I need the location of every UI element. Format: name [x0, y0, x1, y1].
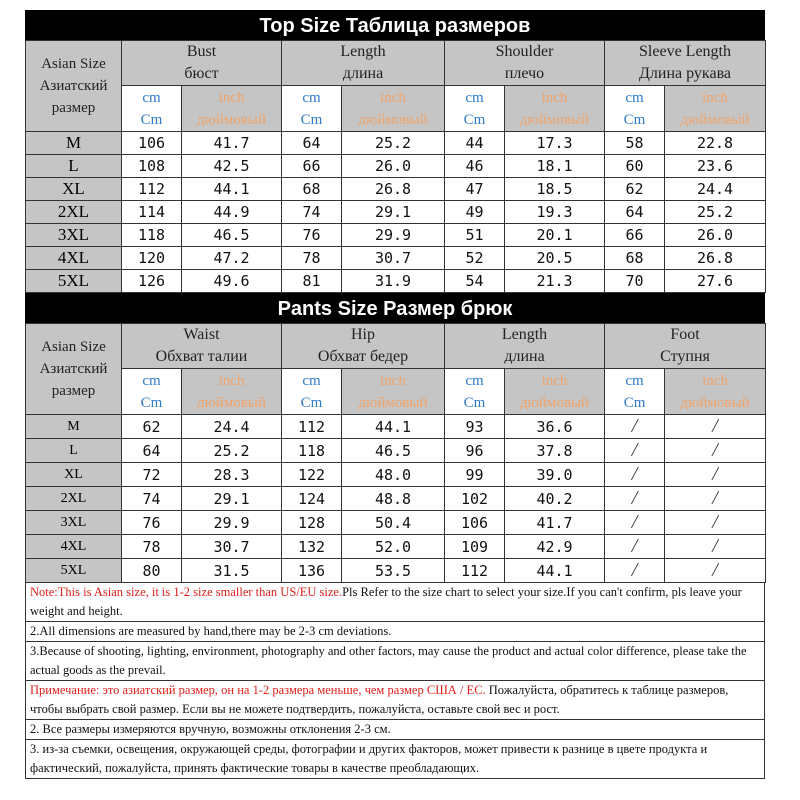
empty-slash-cell: /: [605, 487, 665, 511]
value-cell: 41.7: [182, 132, 282, 155]
empty-slash-cell: /: [665, 559, 766, 583]
value-cell: 20.1: [505, 224, 605, 247]
cm-label: cm: [625, 89, 644, 106]
inch-label-ru: дюймовый: [358, 111, 428, 128]
note-color-ru: 3. из-за съемки, освещения, окружающей среды, фотографии и других факторов, может привести к разнице в цвете продукта и фактический, пожалуйста, принять фактические товары в качестве преобладающих.: [30, 742, 708, 775]
value-cell: 108: [122, 155, 182, 178]
asian-size-label-line: Азиатский: [39, 78, 108, 94]
note-warning-en: Note:This is Asian size, it is 1-2 size smaller than US/EU size.: [30, 585, 343, 599]
group-label-en: Hip: [351, 326, 375, 343]
value-cell: 58: [605, 132, 665, 155]
inch-label-ru: дюймовый: [680, 394, 750, 411]
value-cell: 118: [122, 224, 182, 247]
value-cell: 96: [445, 439, 505, 463]
size-cell: 4XL: [26, 247, 122, 270]
value-cell: 70: [605, 270, 665, 293]
cm-unit-cell: [122, 86, 182, 132]
inch-label-ru: дюймовый: [680, 111, 750, 128]
asian-size-label-line: Asian Size: [41, 56, 106, 72]
inch-unit-cell: [505, 86, 605, 132]
asian-size-label-line: размер: [51, 383, 96, 399]
pants-size-table: [25, 323, 766, 583]
inch-label: inch: [702, 372, 728, 389]
cm-label-alt: Cm: [463, 111, 486, 128]
cm-unit-cell: [282, 86, 342, 132]
cm-label-alt: Cm: [140, 111, 163, 128]
cm-unit-cell: [605, 86, 665, 132]
value-cell: 26.8: [665, 247, 766, 270]
top-size-table: [25, 40, 766, 293]
value-cell: 136: [282, 559, 342, 583]
group-label-en: Length: [340, 43, 386, 60]
table-row: [26, 178, 766, 201]
group-header: [445, 41, 605, 86]
cm-label-alt: Cm: [140, 394, 163, 411]
note-refer-ru: Пожалуйста, обратитесь к таблице размеров, чтобы выбрать свой размер. Если вы не можете подтвердить, пожалуйста, оставьте свой вес и рост.: [30, 683, 729, 716]
value-cell: 49.6: [182, 270, 282, 293]
table-row: [26, 535, 766, 559]
table-row: [26, 247, 766, 270]
empty-slash-cell: /: [605, 439, 665, 463]
cm-label: cm: [625, 372, 644, 389]
value-cell: 25.2: [342, 132, 445, 155]
size-cell: 4XL: [26, 535, 122, 559]
value-cell: 106: [122, 132, 182, 155]
size-cell: 5XL: [26, 270, 122, 293]
size-cell: M: [26, 415, 122, 439]
value-cell: 22.8: [665, 132, 766, 155]
value-cell: 53.5: [342, 559, 445, 583]
inch-label: inch: [218, 372, 245, 389]
value-cell: 66: [282, 155, 342, 178]
group-header: [122, 324, 282, 369]
empty-slash-cell: /: [665, 439, 766, 463]
value-cell: 132: [282, 535, 342, 559]
value-cell: 25.2: [182, 439, 282, 463]
cm-label: cm: [302, 89, 321, 106]
value-cell: 126: [122, 270, 182, 293]
cm-unit-cell: [445, 369, 505, 415]
value-cell: 40.2: [505, 487, 605, 511]
value-cell: 72: [122, 463, 182, 487]
value-cell: 42.9: [505, 535, 605, 559]
value-cell: 109: [445, 535, 505, 559]
value-cell: 46.5: [342, 439, 445, 463]
asian-size-label-line: Asian Size: [41, 339, 106, 355]
size-cell: XL: [26, 463, 122, 487]
cm-unit-cell: [122, 369, 182, 415]
inch-label: inch: [702, 89, 728, 106]
value-cell: 76: [122, 511, 182, 535]
value-cell: 49: [445, 201, 505, 224]
value-cell: 54: [445, 270, 505, 293]
inch-label-ru: дюймовый: [196, 394, 267, 411]
value-cell: 60: [605, 155, 665, 178]
cm-label-alt: Cm: [463, 394, 486, 411]
cm-unit-cell: [445, 86, 505, 132]
inch-unit-cell: [665, 86, 766, 132]
group-label-en: Sleeve Length: [639, 43, 731, 60]
group-header: [282, 324, 445, 369]
inch-unit-cell: [182, 369, 282, 415]
size-cell: 2XL: [26, 487, 122, 511]
size-chart: [25, 10, 765, 779]
value-cell: 74: [122, 487, 182, 511]
note-asian-size-ru: [26, 681, 764, 720]
note-measure-en: 2.All dimensions are measured by hand,there may be 2-3 cm deviations.: [26, 622, 764, 642]
value-cell: 106: [445, 511, 505, 535]
value-cell: 29.1: [182, 487, 282, 511]
cm-label: cm: [142, 372, 161, 389]
value-cell: 31.9: [342, 270, 445, 293]
value-cell: 78: [282, 247, 342, 270]
value-cell: 21.3: [505, 270, 605, 293]
group-header: [605, 324, 766, 369]
table-row: [26, 415, 766, 439]
value-cell: 68: [605, 247, 665, 270]
note-color-en: 3.Because of shooting, lighting, environment, photography and other factors, may cause the product and actual color difference, please take the actual goods as the prevail.: [26, 642, 764, 681]
value-cell: 44.1: [342, 415, 445, 439]
inch-label-ru: дюймовый: [196, 111, 267, 128]
note-refer-en: Pls Refer to the size chart to select your size.If you can't confirm, pls leave your weight and height.: [30, 585, 742, 618]
value-cell: 42.5: [182, 155, 282, 178]
table-row: [26, 132, 766, 155]
table-row: [26, 559, 766, 583]
value-cell: 114: [122, 201, 182, 224]
empty-slash-cell: /: [605, 463, 665, 487]
value-cell: 30.7: [342, 247, 445, 270]
inch-label: inch: [380, 89, 406, 106]
empty-slash-cell: /: [665, 511, 766, 535]
group-header: [122, 41, 282, 86]
value-cell: 41.7: [505, 511, 605, 535]
header-row: [26, 324, 766, 369]
table-row: [26, 155, 766, 178]
size-cell: 3XL: [26, 511, 122, 535]
asian-size-header: [26, 41, 122, 132]
table-row: [26, 224, 766, 247]
value-cell: 128: [282, 511, 342, 535]
value-cell: 44: [445, 132, 505, 155]
value-cell: 29.9: [182, 511, 282, 535]
value-cell: 64: [122, 439, 182, 463]
value-cell: 27.6: [665, 270, 766, 293]
value-cell: 36.6: [505, 415, 605, 439]
value-cell: 30.7: [182, 535, 282, 559]
value-cell: 112: [445, 559, 505, 583]
cm-label-alt: Cm: [300, 394, 323, 411]
value-cell: 48.0: [342, 463, 445, 487]
unit-row: [26, 369, 766, 415]
value-cell: 51: [445, 224, 505, 247]
cm-label: cm: [465, 89, 484, 106]
group-label-ru: Длина рукава: [639, 65, 732, 82]
value-cell: 39.0: [505, 463, 605, 487]
group-header: [605, 41, 766, 86]
value-cell: 74: [282, 201, 342, 224]
cm-label-alt: Cm: [623, 111, 646, 128]
group-label-ru: длина: [504, 348, 545, 365]
value-cell: 18.1: [505, 155, 605, 178]
group-header: [445, 324, 605, 369]
empty-slash-cell: /: [665, 487, 766, 511]
value-cell: 52: [445, 247, 505, 270]
value-cell: 62: [122, 415, 182, 439]
value-cell: 122: [282, 463, 342, 487]
inch-label-ru: дюймовый: [520, 394, 590, 411]
size-notes: [25, 583, 765, 779]
value-cell: 62: [605, 178, 665, 201]
value-cell: 37.8: [505, 439, 605, 463]
asian-size-label-line: Азиатский: [39, 361, 108, 377]
value-cell: 50.4: [342, 511, 445, 535]
note-asian-size-en: [26, 583, 764, 622]
cm-unit-cell: [282, 369, 342, 415]
value-cell: 26.0: [665, 224, 766, 247]
value-cell: 26.0: [342, 155, 445, 178]
value-cell: 29.9: [342, 224, 445, 247]
group-label-ru: бюст: [184, 65, 219, 82]
table-row: [26, 511, 766, 535]
value-cell: 124: [282, 487, 342, 511]
inch-label: inch: [541, 89, 568, 106]
cm-label: cm: [465, 372, 484, 389]
value-cell: 18.5: [505, 178, 605, 201]
value-cell: 47.2: [182, 247, 282, 270]
group-label-en: Foot: [670, 326, 700, 343]
cm-unit-cell: [605, 369, 665, 415]
empty-slash-cell: /: [665, 463, 766, 487]
group-label-ru: длина: [342, 65, 384, 82]
value-cell: 52.0: [342, 535, 445, 559]
cm-label-alt: Cm: [300, 111, 323, 128]
empty-slash-cell: /: [605, 535, 665, 559]
value-cell: 26.8: [342, 178, 445, 201]
value-cell: 19.3: [505, 201, 605, 224]
inch-unit-cell: [342, 86, 445, 132]
value-cell: 76: [282, 224, 342, 247]
value-cell: 68: [282, 178, 342, 201]
group-label-en: Length: [501, 326, 548, 343]
value-cell: 81: [282, 270, 342, 293]
empty-slash-cell: /: [605, 511, 665, 535]
size-cell: L: [26, 155, 122, 178]
asian-size-header: [26, 324, 122, 415]
cm-label: cm: [142, 89, 161, 106]
value-cell: 118: [282, 439, 342, 463]
value-cell: 20.5: [505, 247, 605, 270]
value-cell: 17.3: [505, 132, 605, 155]
inch-label-ru: дюймовый: [358, 394, 428, 411]
group-label-ru: плечо: [504, 65, 545, 82]
value-cell: 44.1: [182, 178, 282, 201]
value-cell: 80: [122, 559, 182, 583]
value-cell: 24.4: [182, 415, 282, 439]
value-cell: 46.5: [182, 224, 282, 247]
size-cell: M: [26, 132, 122, 155]
inch-unit-cell: [182, 86, 282, 132]
size-cell: XL: [26, 178, 122, 201]
value-cell: 120: [122, 247, 182, 270]
value-cell: 28.3: [182, 463, 282, 487]
group-label-en: Shoulder: [495, 43, 554, 60]
group-label-en: Waist: [183, 326, 220, 343]
value-cell: 25.2: [665, 201, 766, 224]
unit-row: [26, 86, 766, 132]
table-row: [26, 487, 766, 511]
top-size-title: Top Size Таблица размеров: [25, 10, 765, 40]
group-label-ru: Обхват бедер: [317, 348, 409, 365]
group-header: [282, 41, 445, 86]
size-cell: 3XL: [26, 224, 122, 247]
value-cell: 48.8: [342, 487, 445, 511]
empty-slash-cell: /: [605, 559, 665, 583]
value-cell: 102: [445, 487, 505, 511]
inch-label: inch: [380, 372, 406, 389]
inch-label-ru: дюймовый: [519, 111, 590, 128]
cm-label-alt: Cm: [623, 394, 646, 411]
value-cell: 23.6: [665, 155, 766, 178]
note-warning-ru: Примечание: это азиатский размер, он на 1-2 размера меньше, чем размер США / ЕС.: [30, 683, 486, 697]
group-label-ru: Ступня: [660, 348, 710, 365]
value-cell: 99: [445, 463, 505, 487]
value-cell: 29.1: [342, 201, 445, 224]
note-measure-ru: 2. Все размеры измеряются вручную, возможны отклонения 2-3 см.: [26, 720, 764, 740]
value-cell: 78: [122, 535, 182, 559]
value-cell: 66: [605, 224, 665, 247]
group-label-en: Bust: [186, 43, 217, 60]
table-row: [26, 439, 766, 463]
table-row: [26, 201, 766, 224]
pants-size-title: Pants Size Размер брюк: [25, 293, 765, 323]
empty-slash-cell: /: [665, 415, 766, 439]
header-row: [26, 41, 766, 86]
value-cell: 24.4: [665, 178, 766, 201]
inch-label: inch: [541, 372, 568, 389]
value-cell: 31.5: [182, 559, 282, 583]
group-label-ru: Обхват талии: [155, 348, 248, 365]
asian-size-label-line: размер: [51, 100, 96, 116]
size-cell: 5XL: [26, 559, 122, 583]
value-cell: 64: [282, 132, 342, 155]
value-cell: 112: [282, 415, 342, 439]
table-row: [26, 270, 766, 293]
inch-unit-cell: [342, 369, 445, 415]
value-cell: 93: [445, 415, 505, 439]
value-cell: 44.1: [505, 559, 605, 583]
empty-slash-cell: /: [605, 415, 665, 439]
value-cell: 47: [445, 178, 505, 201]
empty-slash-cell: /: [665, 535, 766, 559]
inch-label: inch: [218, 89, 245, 106]
value-cell: 46: [445, 155, 505, 178]
inch-unit-cell: [665, 369, 766, 415]
inch-unit-cell: [505, 369, 605, 415]
table-row: [26, 463, 766, 487]
size-cell: L: [26, 439, 122, 463]
value-cell: 64: [605, 201, 665, 224]
cm-label: cm: [302, 372, 321, 389]
value-cell: 44.9: [182, 201, 282, 224]
size-cell: 2XL: [26, 201, 122, 224]
value-cell: 112: [122, 178, 182, 201]
